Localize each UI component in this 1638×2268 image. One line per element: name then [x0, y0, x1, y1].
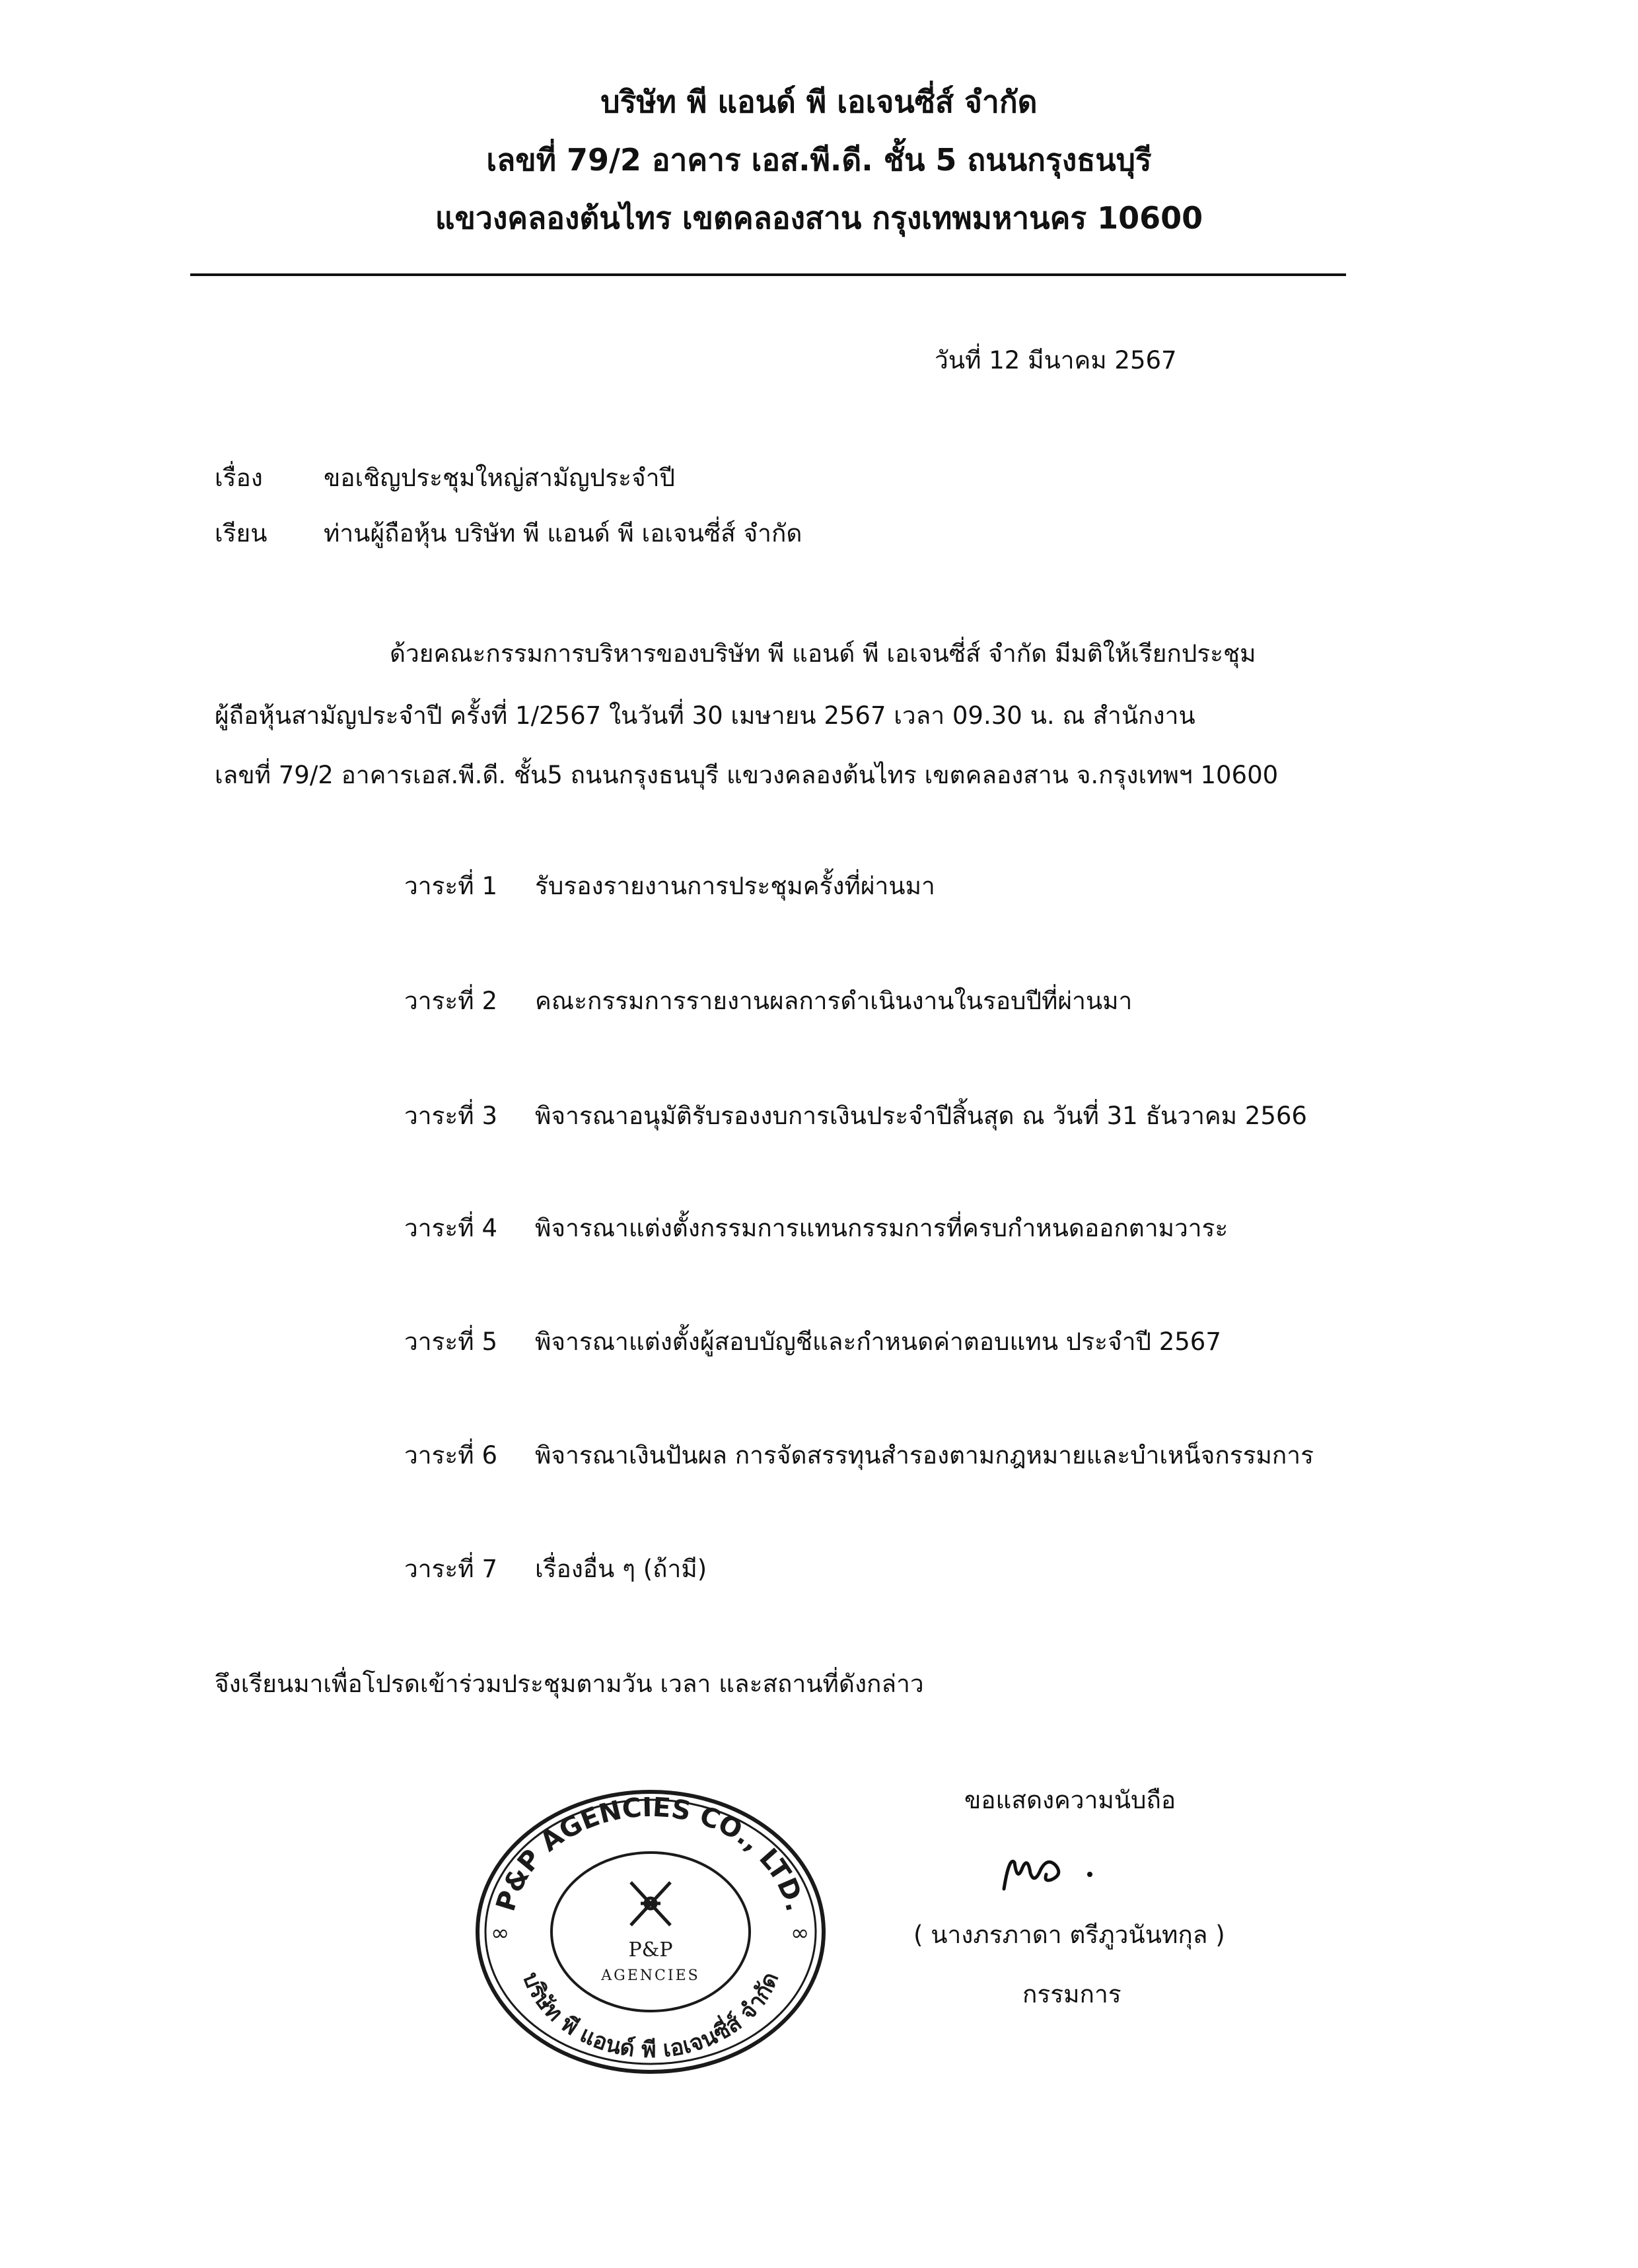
header-divider	[190, 273, 1346, 276]
company-name: บริษัท พี แอนด์ พี เอเจนซี่ส์ จำกัด	[600, 84, 1038, 120]
body-line-1: ด้วยคณะกรรมการบริหารของบริษัท พี แอนด์ พี เอเจนซี่ส์ จำกัด มีมติให้เรียกประชุม	[390, 639, 1256, 668]
agenda-text: คณะกรรมการรายงานผลการดำเนินงานในรอบปีที่ผ่านมา	[535, 987, 1133, 1015]
body-line-2: ผู้ถือหุ้นสามัญประจำปี ครั้งที่ 1/2567 ในวันที่ 30 เมษายน 2567 เวลา 09.30 น. ณ สำนักงาน	[215, 701, 1195, 730]
agenda-text: พิจารณาแต่งตั้งกรรมการแทนกรรมการที่ครบกำหนดออกตามวาระ	[535, 1214, 1228, 1242]
company-seal-stamp	[472, 1783, 829, 2080]
stamp-plane-icon	[631, 1882, 670, 1925]
signer-position: กรรมการ	[1022, 1980, 1122, 2008]
subject-text: ขอเชิญประชุมใหญ่สามัญประจำปี	[324, 464, 675, 492]
agenda-text: พิจารณาแต่งตั้งผู้สอบบัญชีและกำหนดค่าตอบแทน ประจำปี 2567	[535, 1328, 1221, 1356]
agenda-text: รับรองรายงานการประชุมครั้งที่ผ่านมา	[535, 872, 935, 900]
stamp-center-brand: P&P	[628, 1938, 673, 1962]
agenda-label: วาระที่ 6	[404, 1441, 497, 1470]
agenda-text: พิจารณาอนุมัติรับรองงบการเงินประจำปีสิ้นสุด ณ วันที่ 31 ธันวาคม 2566	[535, 1102, 1307, 1130]
body-line-3: เลขที่ 79/2 อาคารเอส.พี.ดี. ชั้น5 ถนนกรุงธนบุรี แขวงคลองต้นไทร เขตคลองสาน จ.กรุงเทพฯ 10600	[215, 761, 1279, 789]
agenda-label: วาระที่ 4	[404, 1214, 497, 1242]
svg-text:∞: ∞	[791, 1920, 810, 1946]
agenda-label: วาระที่ 7	[404, 1555, 497, 1583]
recipient-text: ท่านผู้ถือหุ้น บริษัท พี แอนด์ พี เอเจนซี่ส์ จำกัด	[324, 519, 802, 548]
regards-text: ขอแสดงความนับถือ	[964, 1786, 1176, 1814]
letter-date: วันที่ 12 มีนาคม 2567	[935, 346, 1177, 374]
signer-name: ( นางภรภาดา ตรีภูวนันทกุล )	[913, 1921, 1225, 1949]
signature-mark	[991, 1843, 1123, 1902]
agenda-text: พิจารณาเงินปันผล การจัดสรรทุนสำรองตามกฎหมายและบำเหน็จกรรมการ	[535, 1441, 1314, 1470]
stamp-center-sub: AGENCIES	[601, 1967, 700, 1984]
company-address-line-2: แขวงคลองต้นไทร เขตคลองสาน กรุงเทพมหานคร 10600	[435, 200, 1203, 236]
agenda-text: เรื่องอื่น ๆ (ถ้ามี)	[535, 1555, 707, 1583]
stamp-bottom-text: บริษัท พี แอนด์ พี เอเจนซี่ส์ จำกัด	[516, 1968, 785, 2064]
closing-line: จึงเรียนมาเพื่อโปรดเข้าร่วมประชุมตามวัน เวลา และสถานที่ดังกล่าว	[215, 1670, 924, 1698]
agenda-label: วาระที่ 1	[404, 872, 497, 900]
agenda-label: วาระที่ 5	[404, 1328, 497, 1356]
company-address-line-1: เลขที่ 79/2 อาคาร เอส.พี.ดี. ชั้น 5 ถนนกรุงธนบุรี	[486, 142, 1152, 178]
subject-label: เรื่อง	[215, 464, 263, 492]
agenda-label: วาระที่ 3	[404, 1102, 497, 1130]
agenda-label: วาระที่ 2	[404, 987, 497, 1015]
recipient-label: เรียน	[215, 519, 267, 548]
stamp-top-text: P&P AGENCIES CO., LTD.	[490, 1792, 811, 1915]
svg-text:∞: ∞	[491, 1920, 510, 1946]
